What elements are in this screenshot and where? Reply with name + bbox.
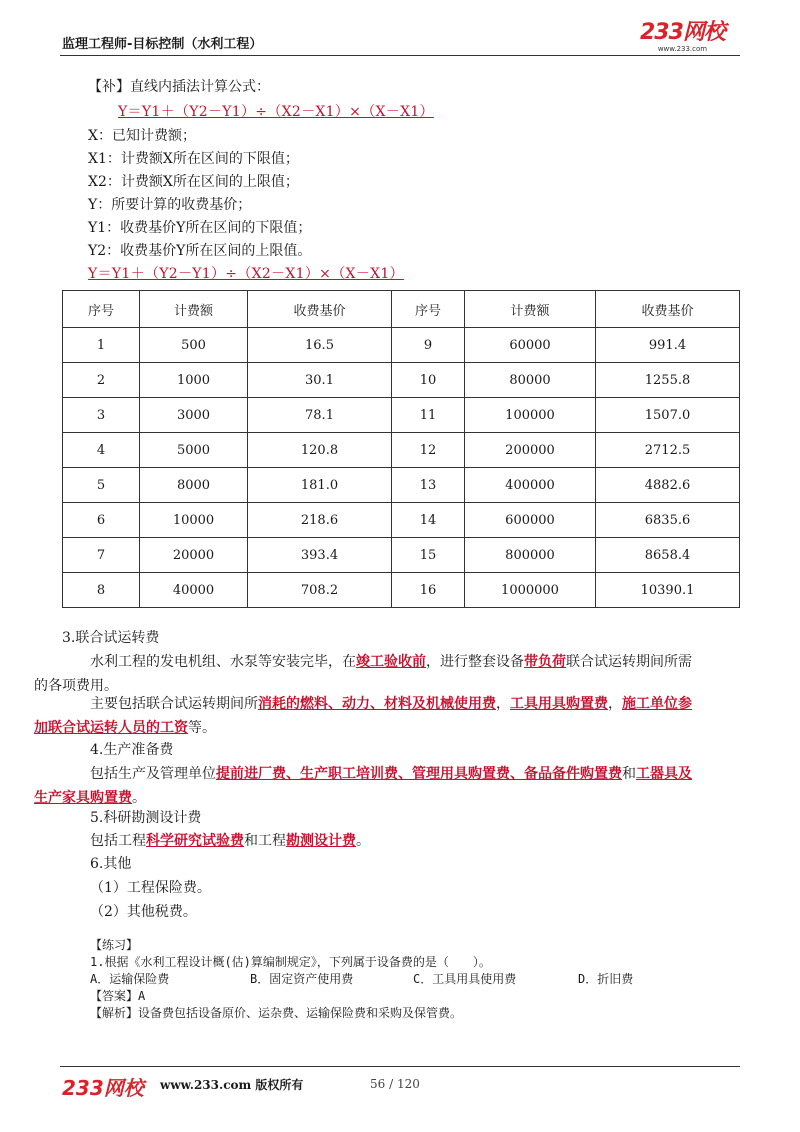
section-4-para xyxy=(34,762,738,810)
table-cell: 6835.6 xyxy=(596,503,740,538)
table-cell: 1000000 xyxy=(465,573,596,608)
text-run: 包括工程 xyxy=(90,833,146,849)
table-cell: 80000 xyxy=(465,363,596,398)
table-cell: 15 xyxy=(392,538,465,573)
col-header: 收费基价 xyxy=(248,291,392,328)
table-row xyxy=(63,573,740,608)
text-run: ， xyxy=(496,696,510,712)
table-cell: 181.0 xyxy=(248,468,392,503)
option-c: C．工具用具使用费 xyxy=(413,972,517,986)
text-run: 联合试运转期间所需 xyxy=(566,654,692,670)
footer-logo: 233网校 xyxy=(62,1076,144,1100)
table-cell: 10390.1 xyxy=(596,573,740,608)
header-divider xyxy=(60,55,740,56)
brand-logo xyxy=(640,22,725,53)
table-cell: 393.4 xyxy=(248,538,392,573)
text-run: 的各项费用。 xyxy=(34,678,118,694)
highlight-term: 勘测设计费 xyxy=(286,833,356,849)
table-row xyxy=(63,363,740,398)
analysis-text: 设备费包括设备原价、运杂费、运输保险费和采购及保管费。 xyxy=(138,1006,463,1020)
exercise-question: 1.根据《水利工程设计概(估)算编制规定》，下列属于设备费的是（ ）。 xyxy=(90,955,491,969)
answer-label: 【答案】 xyxy=(90,989,139,1003)
table-cell: 400000 xyxy=(465,468,596,503)
logo-url: www.233.com xyxy=(657,45,708,53)
table-cell: 16.5 xyxy=(248,328,392,363)
table-cell: 200000 xyxy=(465,433,596,468)
table-cell: 500 xyxy=(140,328,248,363)
table-cell: 600000 xyxy=(465,503,596,538)
highlight-term: 施工单位参 xyxy=(622,696,692,712)
page-header-title: 监理工程师-目标控制（水利工程） xyxy=(62,37,263,52)
option-a: A．运输保险费 xyxy=(90,972,170,986)
analysis-label: 【解析】 xyxy=(90,1006,139,1020)
table-cell: 20000 xyxy=(140,538,248,573)
text-run: 主要包括联合试运转期间所 xyxy=(90,696,258,712)
text-run: 水利工程的发电机组、水泵等安装完毕，在 xyxy=(90,654,356,670)
footer-copyright: www.233.com 版权所有 xyxy=(160,1078,304,1092)
text-run: ， xyxy=(608,696,622,712)
table-cell: 708.2 xyxy=(248,573,392,608)
table-cell: 3 xyxy=(63,398,140,433)
table-cell: 1255.8 xyxy=(596,363,740,398)
section-3-para-2 xyxy=(34,692,738,740)
section-3-title: 3.联合试运转费 xyxy=(62,630,160,646)
table-cell: 120.8 xyxy=(248,433,392,468)
formula-main: Y＝Y1＋（Y2－Y1）÷（X2－X1）×（X－X1） xyxy=(118,104,434,120)
table-cell: 7 xyxy=(63,538,140,573)
fee-table xyxy=(62,290,740,608)
section-5-title: 5.科研勘测设计费 xyxy=(90,810,202,826)
section-4-title: 4.生产准备费 xyxy=(90,742,174,758)
text-run: 等。 xyxy=(188,720,216,736)
answer-line xyxy=(90,987,145,1004)
highlight-term: 工具用具购置费 xyxy=(510,696,608,712)
text-run: 和工程 xyxy=(244,833,286,849)
logo-text: 233网校 xyxy=(640,20,725,45)
table-cell: 218.6 xyxy=(248,503,392,538)
table-cell: 2712.5 xyxy=(596,433,740,468)
table-row xyxy=(63,468,740,503)
table-cell: 13 xyxy=(392,468,465,503)
def-x1: X1：计费额X所在区间的下限值； xyxy=(88,151,299,167)
def-y1: Y1：收费基价Y所在区间的下限值； xyxy=(88,220,312,236)
text-run: 。 xyxy=(132,790,146,806)
section-6-item-2: （2）其他税费。 xyxy=(90,904,197,920)
def-y2: Y2：收费基价Y所在区间的上限值。 xyxy=(88,243,312,259)
table-cell: 100000 xyxy=(465,398,596,433)
supplement-heading: 【补】直线内插法计算公式： xyxy=(88,79,270,95)
table-cell: 991.4 xyxy=(596,328,740,363)
table-cell: 9 xyxy=(392,328,465,363)
table-header-row xyxy=(63,291,740,328)
answer-value: A xyxy=(138,989,146,1003)
table-cell: 1 xyxy=(63,328,140,363)
table-row xyxy=(63,398,740,433)
def-x: X：已知计费额； xyxy=(88,128,196,144)
table-cell: 800000 xyxy=(465,538,596,573)
table-cell: 8658.4 xyxy=(596,538,740,573)
table-cell: 12 xyxy=(392,433,465,468)
highlight-term: 带负荷 xyxy=(524,654,566,670)
table-cell: 11 xyxy=(392,398,465,433)
table-cell: 30.1 xyxy=(248,363,392,398)
table-cell: 3000 xyxy=(140,398,248,433)
table-cell: 14 xyxy=(392,503,465,538)
table-cell: 5000 xyxy=(140,433,248,468)
col-header: 序号 xyxy=(392,291,465,328)
table-row xyxy=(63,433,740,468)
table-row xyxy=(63,538,740,573)
col-header: 计费额 xyxy=(465,291,596,328)
table-cell: 4882.6 xyxy=(596,468,740,503)
text-run: 和 xyxy=(622,766,636,782)
table-cell: 10 xyxy=(392,363,465,398)
page-number: 56 / 120 xyxy=(370,1077,420,1091)
table-cell: 10000 xyxy=(140,503,248,538)
section-6-title: 6.其他 xyxy=(90,856,132,872)
section-3-para-1 xyxy=(34,650,738,698)
highlight-term: 科学研究试验费 xyxy=(146,833,244,849)
def-x2: X2：计费额X所在区间的上限值； xyxy=(88,174,299,190)
section-6-item-1: （1）工程保险费。 xyxy=(90,880,211,896)
highlight-term: 工器具及 xyxy=(636,766,692,782)
table-row xyxy=(63,503,740,538)
analysis-line xyxy=(90,1004,462,1021)
table-cell: 2 xyxy=(63,363,140,398)
text-run: ，进行整套设备 xyxy=(426,654,524,670)
table-cell: 8000 xyxy=(140,468,248,503)
table-cell: 60000 xyxy=(465,328,596,363)
table-cell: 6 xyxy=(63,503,140,538)
text-run: 包括生产及管理单位 xyxy=(90,766,216,782)
table-cell: 78.1 xyxy=(248,398,392,433)
table-cell: 40000 xyxy=(140,573,248,608)
def-y: Y：所要计算的收费基价； xyxy=(88,197,252,213)
highlight-term: 提前进厂费、生产职工培训费、管理用具购置费、备品备件购置费 xyxy=(216,766,622,782)
table-cell: 1000 xyxy=(140,363,248,398)
formula-repeat: Y＝Y1＋（Y2－Y1）÷（X2－X1）×（X－X1） xyxy=(88,266,404,282)
highlight-term: 加联合试运转人员的工资 xyxy=(34,720,188,736)
exercise-heading: 【练习】 xyxy=(90,938,139,952)
text-run: 。 xyxy=(356,833,370,849)
table-cell: 5 xyxy=(63,468,140,503)
option-b: B．固定资产使用费 xyxy=(250,972,354,986)
table-cell: 4 xyxy=(63,433,140,468)
col-header: 计费额 xyxy=(140,291,248,328)
col-header: 序号 xyxy=(63,291,140,328)
highlight-term: 生产家具购置费 xyxy=(34,790,132,806)
table-cell: 1507.0 xyxy=(596,398,740,433)
highlight-term: 竣工验收前 xyxy=(356,654,426,670)
highlight-term: 消耗的燃料、动力、材料及机械使用费 xyxy=(258,696,496,712)
table-row xyxy=(63,328,740,363)
footer-divider xyxy=(60,1066,740,1067)
section-5-para xyxy=(62,829,738,853)
table-cell: 16 xyxy=(392,573,465,608)
option-d: D．折旧费 xyxy=(578,972,634,986)
col-header: 收费基价 xyxy=(596,291,740,328)
table-cell: 8 xyxy=(63,573,140,608)
